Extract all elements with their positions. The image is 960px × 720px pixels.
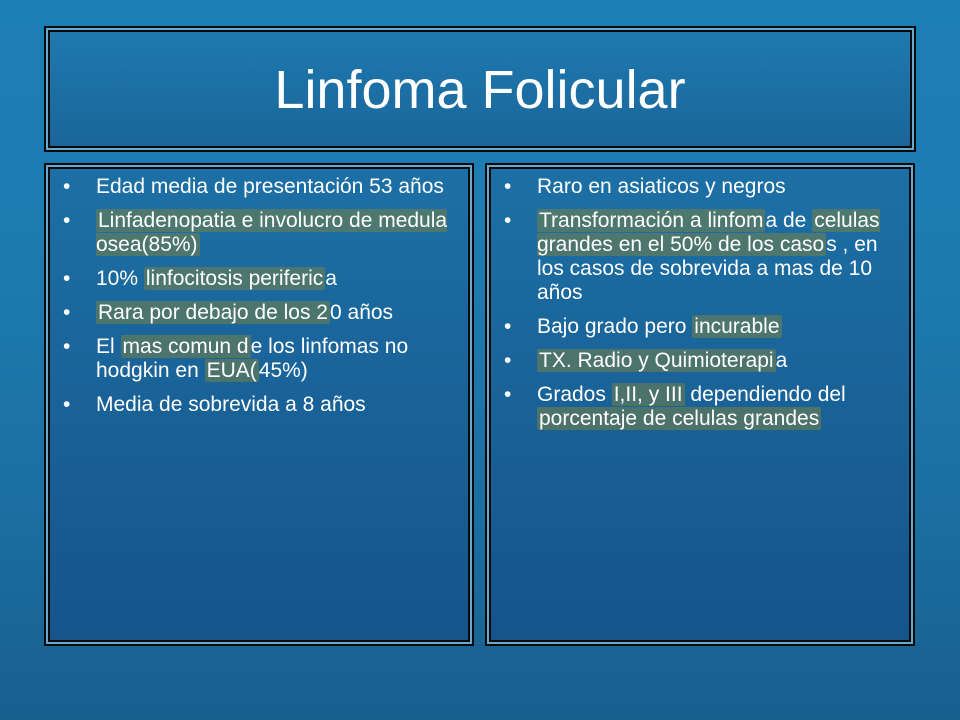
bullet-icon: •: [63, 267, 71, 290]
highlighted-text: linfocitosis periferic: [145, 267, 324, 290]
item-text: Grados: [537, 383, 612, 406]
list-item: [60, 175, 458, 199]
list-item: [501, 383, 899, 431]
highlighted-text: porcentaje de celulas grandes: [539, 407, 820, 430]
list-item: [501, 175, 899, 199]
highlighted-text: I,II, y III: [613, 383, 683, 406]
bullet-icon: •: [504, 209, 512, 232]
list-item: [60, 335, 458, 383]
item-text: e los linfomas no hodgkin en: [96, 335, 409, 382]
bullet-icon: •: [63, 175, 71, 198]
item-text: a: [775, 349, 788, 372]
highlighted-text: TX. Radio y Quimioterapi: [539, 349, 774, 372]
list-item: [60, 209, 458, 257]
list-item: [501, 349, 899, 373]
list-item: [60, 267, 458, 291]
item-text: a: [325, 267, 337, 290]
item-text: s , en los casos de sobrevida a mas de 10 años: [537, 233, 878, 304]
highlighted-text: Transformación a linfom: [539, 209, 764, 232]
highlighted-text: mas comun d: [122, 335, 249, 358]
item-text: 10%: [96, 267, 144, 290]
bullet-icon: •: [63, 209, 71, 232]
bullet-icon: •: [63, 393, 71, 416]
right-column: [485, 163, 915, 646]
item-text: Raro en asiaticos y negros: [537, 175, 786, 198]
list-item: [60, 301, 458, 325]
bullet-icon: •: [504, 383, 512, 406]
item-text: a de: [765, 209, 813, 232]
title-box: [44, 26, 916, 152]
highlighted-text: Linfadenopatia e involucro de medula osea(85%): [96, 209, 448, 256]
item-text: 45%): [258, 359, 308, 382]
bullet-icon: •: [504, 315, 512, 338]
list-item: [60, 393, 458, 417]
item-text: dependiendo del: [684, 383, 846, 406]
item-text: Media de sobrevida a 8 años: [96, 393, 366, 416]
left-column: [44, 163, 474, 646]
highlighted-text: EUA(: [206, 359, 257, 382]
highlighted-text: celulas grandes en el 50% de los caso: [537, 209, 880, 256]
item-text: Bajo grado pero: [537, 315, 693, 338]
highlighted-text: incurable: [694, 315, 780, 338]
bullet-icon: •: [63, 301, 71, 324]
list-item: [501, 315, 899, 339]
list-item: [501, 209, 899, 305]
slide-title: Linfoma Folicular: [274, 60, 686, 120]
item-text: 0 años: [330, 301, 394, 324]
bullet-icon: •: [63, 335, 71, 358]
item-text: El: [96, 335, 121, 358]
highlighted-text: Rara por debajo de los 2: [98, 301, 328, 324]
bullet-icon: •: [504, 349, 512, 372]
bullet-icon: •: [504, 175, 512, 198]
left-bullet-list: [60, 175, 458, 427]
item-text: Edad media de presentación 53 años: [96, 175, 444, 198]
right-bullet-list: [501, 175, 899, 441]
